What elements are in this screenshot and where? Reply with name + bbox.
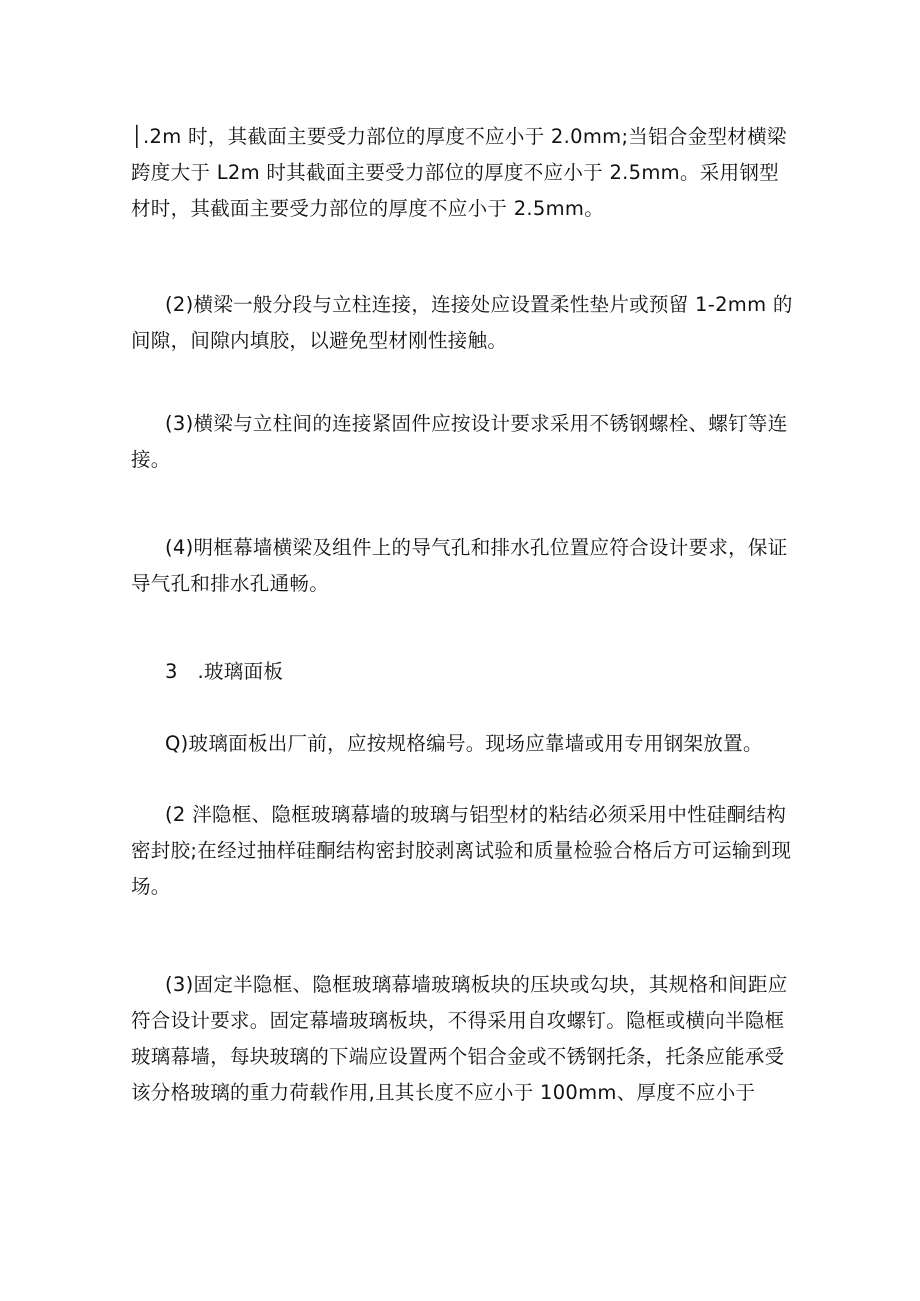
paragraph-pressure-blocks: (3)固定半隐框、隐框玻璃幕墙玻璃板块的压块或勾块，其规格和间距应符合设计要求。固定幕墙玻璃板块，不得采用自攻螺钉。隐框或横向半隐框玻璃幕墙，每块玻璃的下端应设置两个铝合金或不锈钢托条，托条应能承受该分格玻璃的重力荷载作用,且其长度不应小于 100mm、厚度不应小于 bbox=[131, 973, 788, 1104]
paragraph-structural-sealant: (2 泮隐框、隐框玻璃幕墙的玻璃与铝型材的粘结必须采用中性硅酮结构密封胶;在经过抽样硅酮结构密封胶剥离试验和质量检验合格后方可运输到现场。 bbox=[131, 803, 792, 898]
paragraph-crossbeam-connection: (2)横梁一般分段与立柱连接，连接处应设置柔性垫片或预留 1-2mm 的间隙，间隙内填胶，以避免型材刚性接触。 bbox=[131, 293, 793, 352]
paragraph-crossbeam-thickness: │.2m 时，其截面主要受力部位的厚度不应小于 2.0mm;当铝合金型材横梁跨度大于 L2m 时其截面主要受力部位的厚度不应小于 2.5mm。采用钢型材时，其截面主要受力部位的厚度不应小于 2.5mm。 bbox=[131, 125, 787, 220]
paragraph-vent-drain-holes: (4)明框幕墙横梁及组件上的导气孔和排水孔位置应符合设计要求，保证导气孔和排水孔通畅。 bbox=[131, 536, 788, 595]
paragraph-glass-numbering: Q)玻璃面板出厂前，应按规格编号。现场应靠墙或用专用钢架放置。 bbox=[165, 732, 763, 755]
section-heading-glass-panel: 3 .玻璃面板 bbox=[165, 660, 284, 683]
paragraph-fasteners: (3)横梁与立柱间的连接紧固件应按设计要求采用不锈钢螺栓、螺钉等连接。 bbox=[131, 412, 788, 471]
